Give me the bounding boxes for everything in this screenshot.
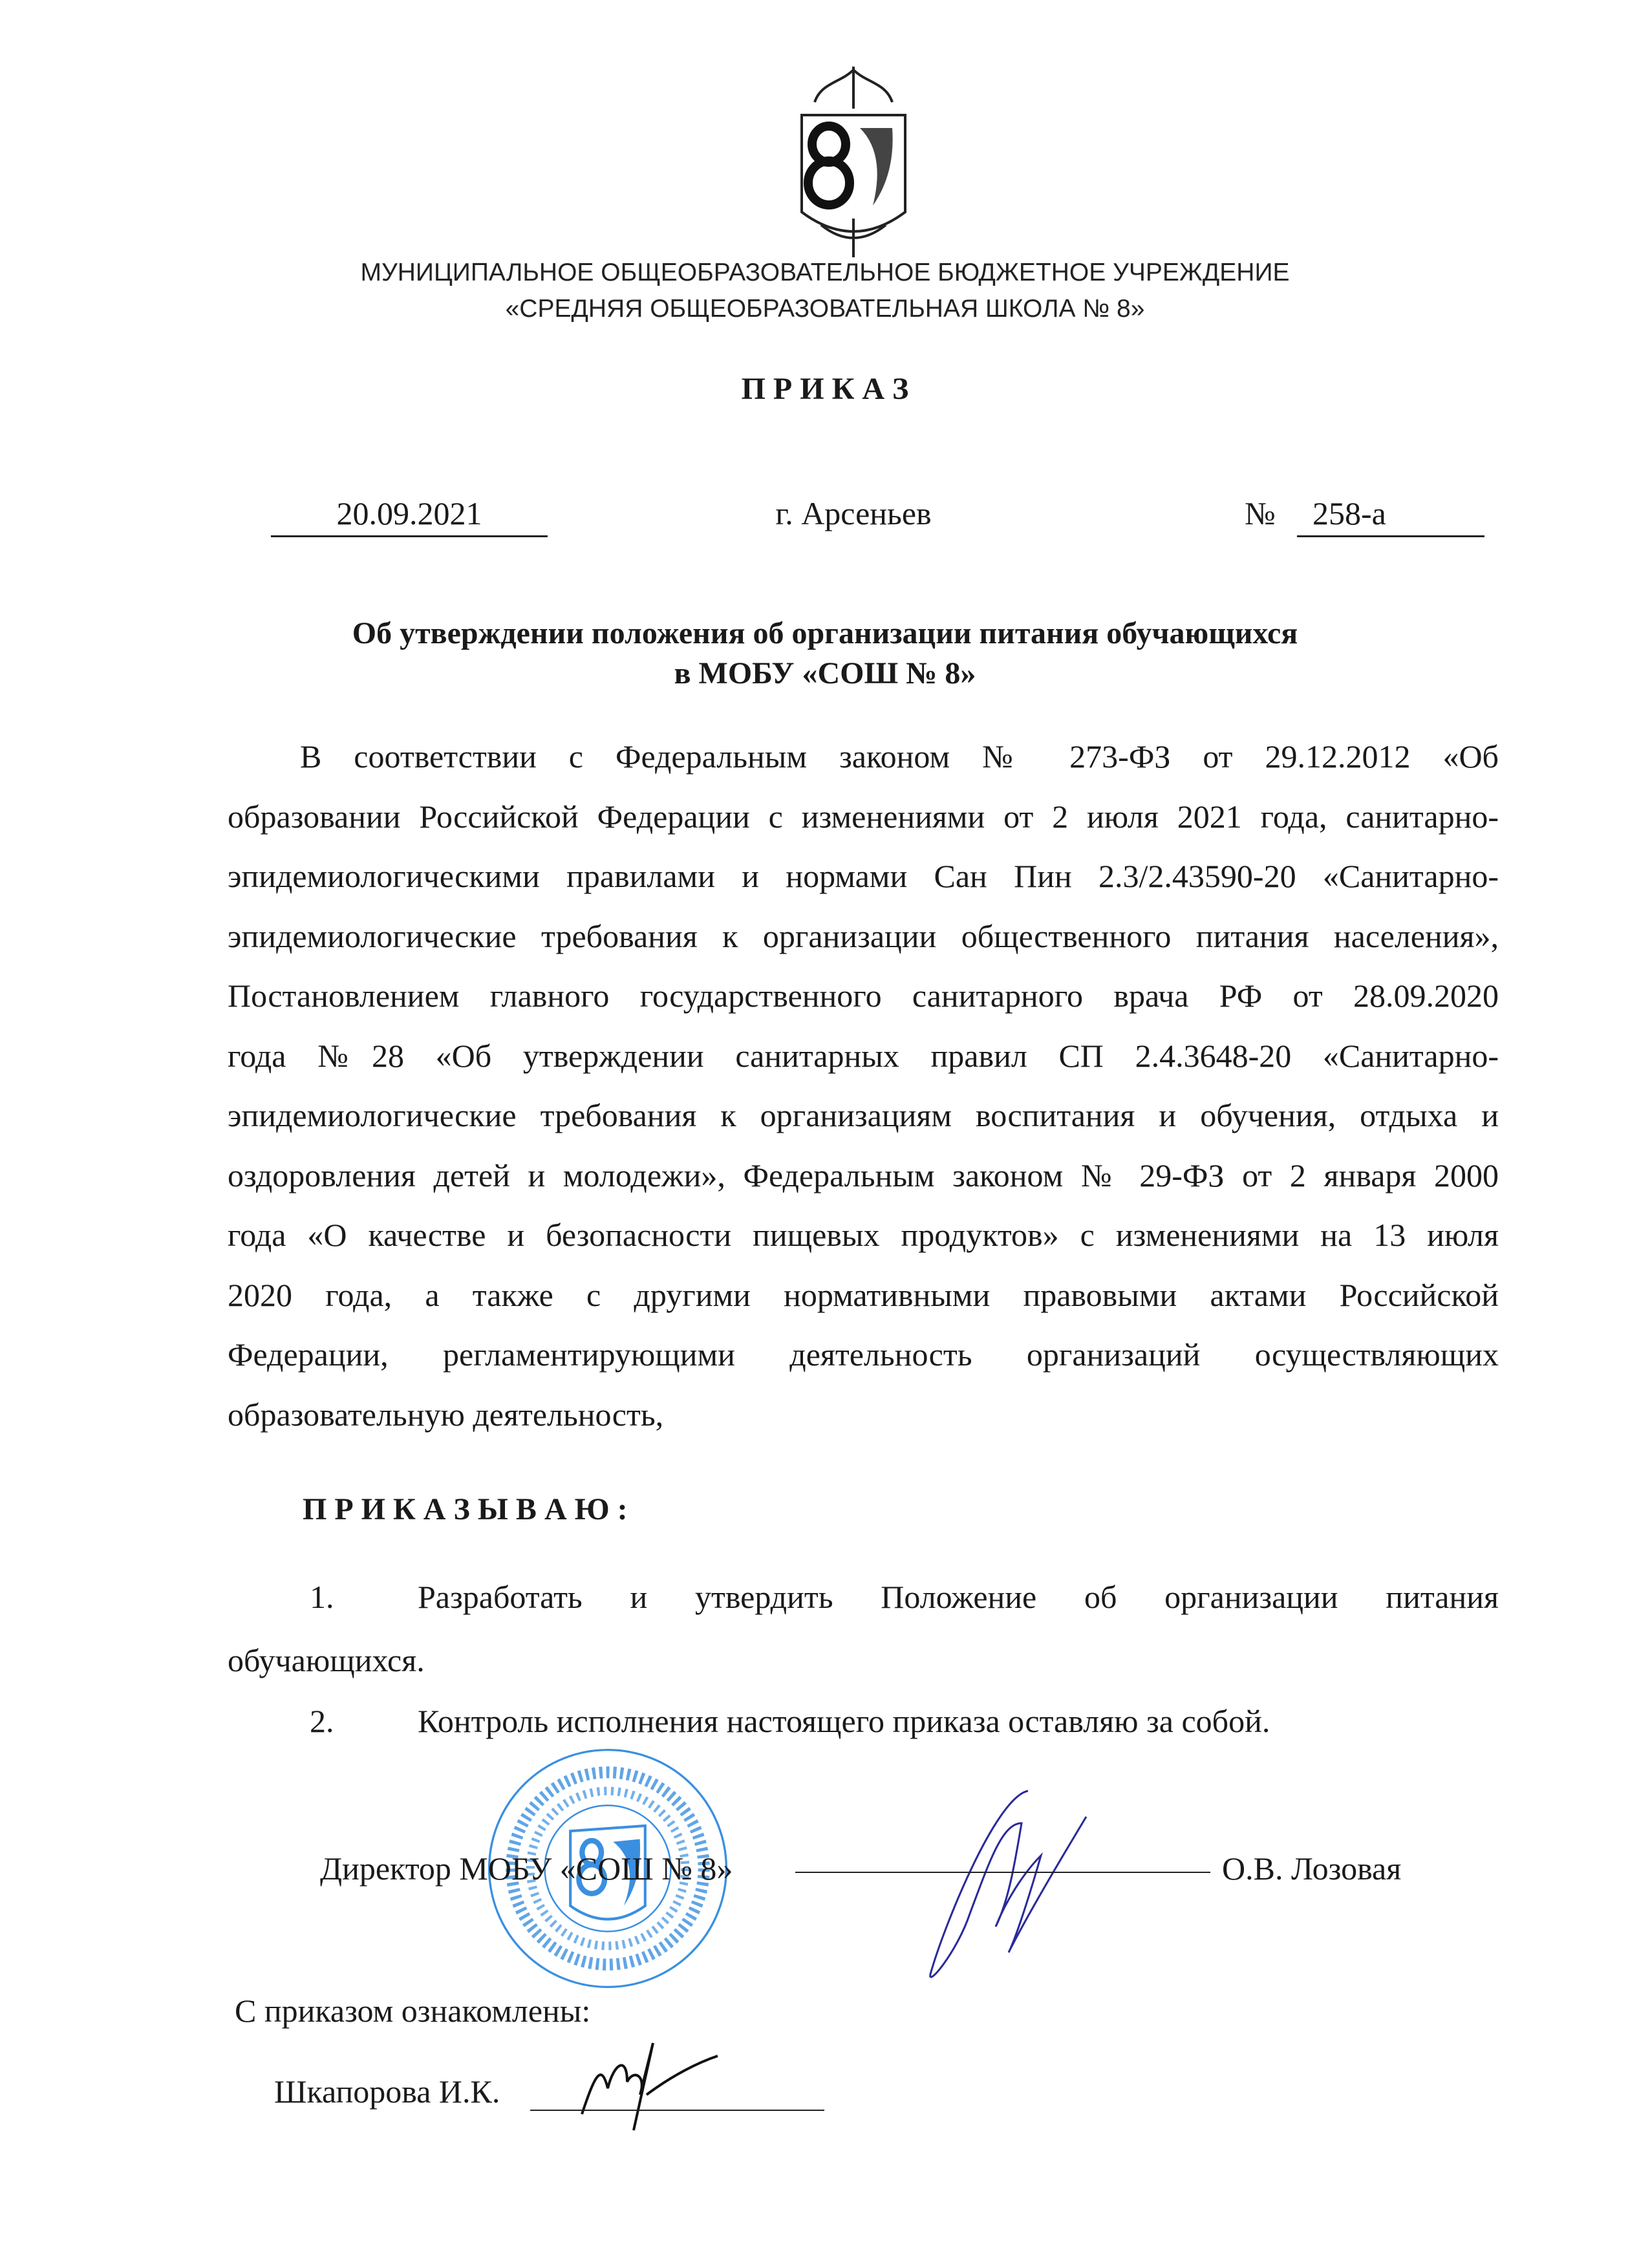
body-line: образовательную деятельность, — [228, 1396, 664, 1433]
order-number: 258-а — [1312, 495, 1386, 531]
acknowledged-label: С приказом ознакомлены: — [235, 1993, 591, 2029]
school-emblem-icon — [782, 57, 925, 264]
date-underline — [271, 535, 548, 537]
org-name-line2: «СРЕДНЯЯ ОБЩЕОБРАЗОВАТЕЛЬНАЯ ШКОЛА № 8» — [505, 295, 1145, 323]
body-line: образовании Российской Федерации с изменениями от 2 июля 2021 года, санитарно- — [228, 798, 1499, 835]
signature-line — [795, 1872, 1210, 1873]
order-city: г. Арсеньев — [775, 495, 932, 531]
body-line: года №28 «Об утверждении санитарных правил СП 2.4.3648-20 «Санитарно- — [228, 1038, 1499, 1074]
director-signature-icon — [918, 1784, 1177, 1998]
order-heading: П Р И К А З Ы В А Ю : — [303, 1492, 628, 1526]
order-date: 20.09.2021 — [336, 495, 482, 531]
acknowledged-signature-line — [530, 2110, 824, 2111]
item-number: 2. — [310, 1703, 334, 1739]
item-number: 1. — [310, 1579, 334, 1615]
item-text: Разработать и утвердить Положение об организации питания — [418, 1579, 1499, 1615]
body-line: оздоровления детей и молодежи», Федеральным законом № 29-ФЗ от 2 января 2000 — [228, 1157, 1499, 1193]
org-name-line1: МУНИЦИПАЛЬНОЕ ОБЩЕОБРАЗОВАТЕЛЬНОЕ БЮДЖЕТНОЕ УЧРЕЖДЕНИЕ — [360, 259, 1290, 286]
acknowledged-signature-icon — [569, 2037, 724, 2134]
body-line: Федерации, регламентирующими деятельность организаций осуществляющих — [228, 1336, 1499, 1373]
item-text: Контроль исполнения настоящего приказа оставляю за собой. — [418, 1703, 1270, 1739]
body-line: эпидемиологическими правилами и нормами Сан Пин 2.3/2.43590-20 «Санитарно- — [228, 858, 1499, 894]
director-name: О.В. Лозовая — [1222, 1850, 1402, 1887]
item-text-continued: обучающихся. — [228, 1642, 425, 1678]
body-line: эпидемиологические требования к организациям воспитания и обучения, отдыха и — [228, 1097, 1499, 1133]
order-title-line1: Об утверждении положения об организации питания обучающихся — [352, 616, 1298, 650]
body-line: Постановлением главного государственного санитарного врача РФ от 28.09.2020 — [228, 978, 1499, 1014]
document-type: П Р И К А З — [741, 372, 909, 406]
order-title-line2: в МОБУ «СОШ № 8» — [674, 656, 976, 690]
body-line: В соответствии с Федеральным законом № 273-ФЗ от 29.12.2012 «Об — [300, 738, 1499, 775]
number-label: № — [1245, 495, 1276, 531]
body-line: года «О качестве и безопасности пищевых продуктов» с изменениями на 13 июля — [228, 1217, 1499, 1253]
body-line: эпидемиологические требования к организации общественного питания населения», — [228, 918, 1499, 954]
director-position: Директор МОБУ «СОШ № 8» — [320, 1850, 733, 1887]
body-line: 2020 года, а также с другими нормативными правовыми актами Российской — [228, 1277, 1499, 1313]
acknowledged-person: Шкапорова И.К. — [274, 2073, 500, 2110]
number-underline — [1297, 535, 1484, 537]
